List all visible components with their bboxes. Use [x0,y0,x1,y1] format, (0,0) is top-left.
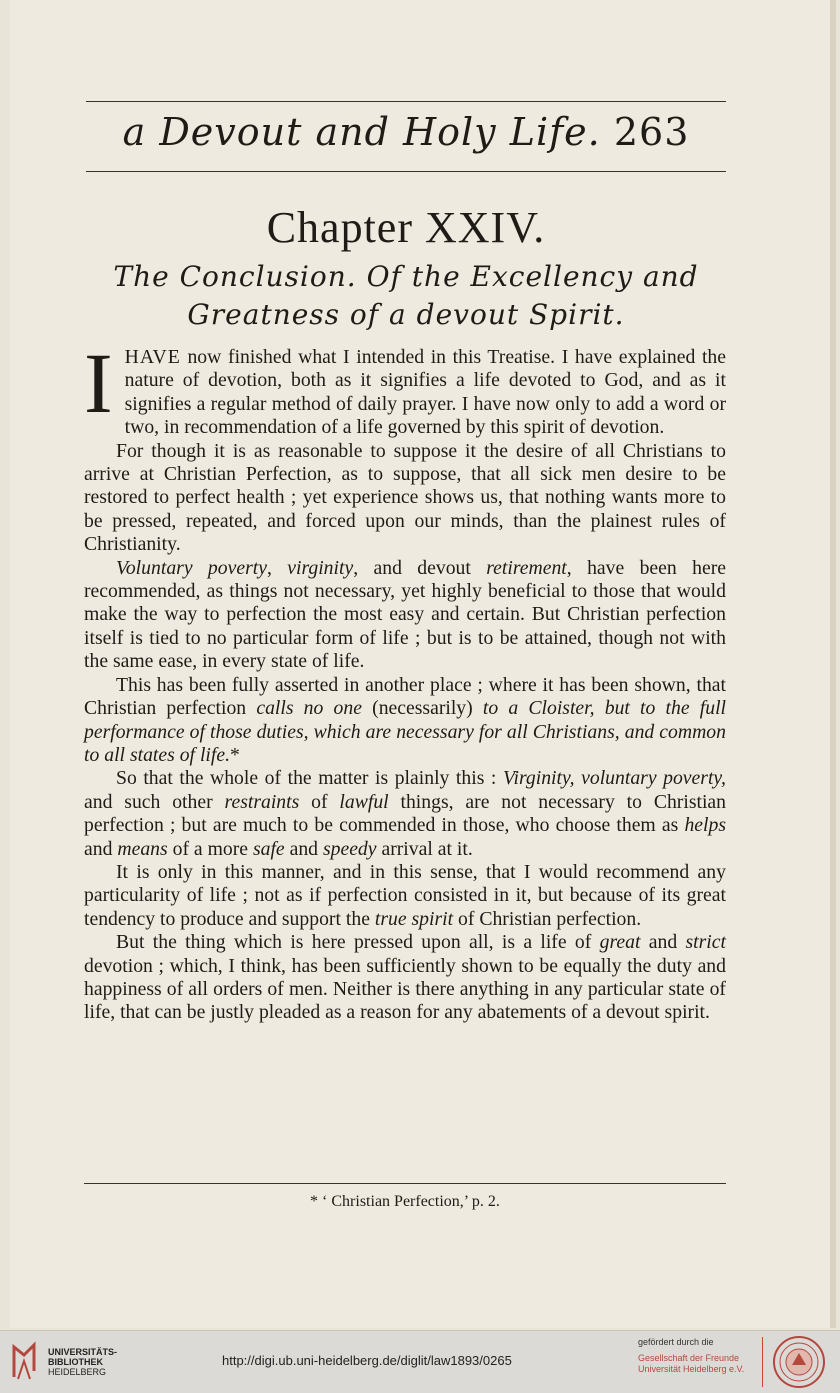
sponsor-line-2: Universität Heidelberg e.V. [638,1364,745,1374]
paragraph-4: This has been fully asserted in another place ; where it has been shown, that Christian perfection calls no one (necessarily) to a Cloister, but to the full performance of those duties, which are necessary for all Christians, and common to all states of life.* [84,673,727,766]
running-header [86,108,726,156]
library-name: UNIVERSITÄTS- BIBLIOTHEK HEIDELBERG [48,1347,118,1377]
subtitle-line-1: The Conclusion. Of the Excellency and [113,260,699,293]
paragraph-7: But the thing which is here pressed upon all, is a life of great and strict devotion ; which, I think, has been sufficiently shown to be equally the duty and happiness of all orders of men. Neither is there anything in any particular state of life, that can be justly pleaded as a reason for any abatements of a devout spirit. [84,931,726,1024]
viewer-footer [0,1330,840,1393]
header-bottom-rule [86,171,726,172]
page-number: 263 [613,110,690,154]
header-top-rule [86,101,726,102]
chapter-subtitle [86,258,726,334]
body-text [84,335,727,1025]
permalink-url[interactable]: http://digi.ub.uni-heidelberg.de/diglit/law1893/0265 [222,1353,512,1368]
paragraph-1: IHAVE now finished what I intended in this Treatise. I have explained the nature of devotion, both as it signifies a life devoted to God, and as it signifies a regular method of daily prayer. I have now only to add a word or two, in recommendation of a life governed by this spirit of devotion. [84,335,726,439]
paragraph-3: Voluntary poverty, virginity, and devout retirement, have been here recommended, as things not necessary, yet highly beneficial to those that would make the way to perfection the most easy and certain. But Christian perfection itself is tied to no particular form of life ; but is to be attained, though not with the same ease, in every state of life. [84,556,726,673]
subtitle-line-2: Greatness of a devout Spirit. [187,298,625,331]
sponsor-divider [762,1337,763,1387]
footnote-marker: * [230,743,240,766]
paragraph-2: For though it is as reasonable to suppose it the desire of all Christians to arrive at Christian Perfection, as to suppose, that all sick men desire to be restored to perfect health ; yet experience shows us, that nothing wants more to be pressed, repeated, and forced upon our minds, than the plainest rules of Christianity. [84,439,726,556]
sponsor-block [638,1337,756,1375]
university-seal-icon [772,1335,826,1389]
chapter-heading: Chapter XXIV. [266,203,546,252]
running-title: a Devout and Holy Life. [122,110,601,154]
sponsor-header: gefördert durch die [638,1337,714,1347]
footnote: * ‘ Christian Perfection,’ p. 2. [310,1193,500,1210]
paragraph-5: So that the whole of the matter is plainly this : Virginity, voluntary poverty, and such other restraints of lawful things, are not necessary to Christian perfection ; but are much to be commended in those, who choose them as helps and means of a more safe and speedy arrival at it. [84,767,727,860]
library-logo-icon [10,1341,38,1381]
paragraph-6: It is only in this manner, and in this sense, that I would recommend any particularity of life ; not as if perfection consisted in it, but because of its great tendency to produce and support the true spirit of Christian perfection. [84,860,726,930]
sponsor-line-1: Gesellschaft der Freunde [638,1353,740,1363]
footnote-rule [84,1183,726,1184]
drop-cap: I [84,335,113,431]
